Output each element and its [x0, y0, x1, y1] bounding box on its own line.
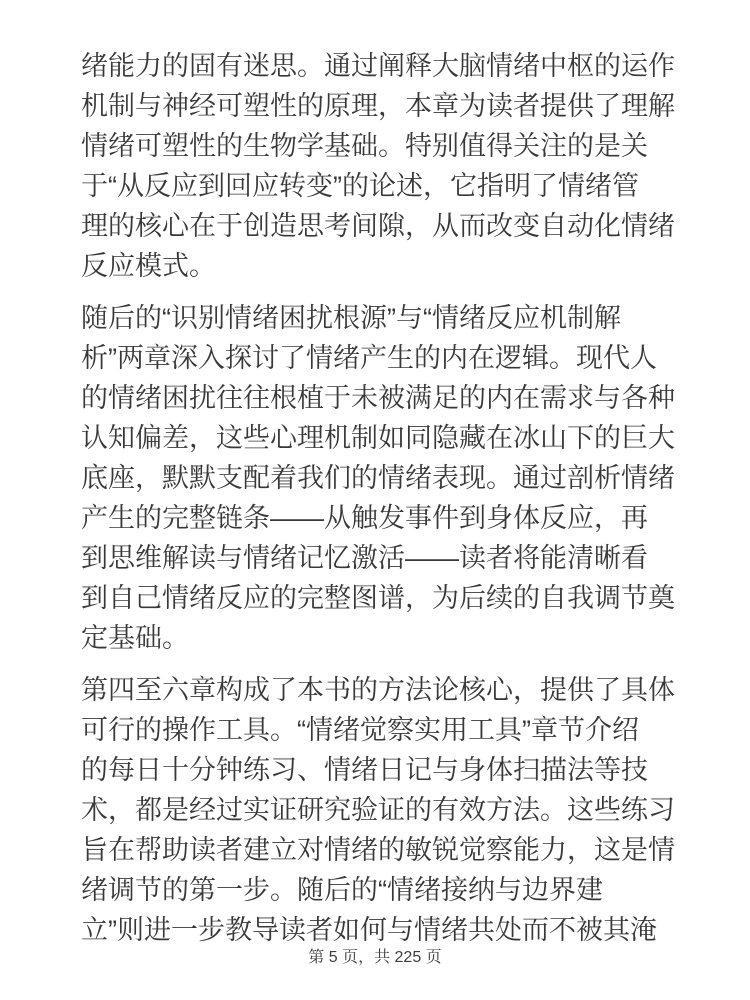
text-line: 绪能力的固有迷思。通过阐释大脑情绪中枢的运作 — [81, 51, 675, 81]
text-line: 的情绪困扰往往根植于未被满足的内在需求与各种 — [81, 383, 675, 413]
text-line: 立”则进一步教导读者如何与情绪共处而不被其淹 — [81, 915, 657, 945]
text-line: 底座，默默支配着我们的情绪表现。通过剖析情绪 — [81, 463, 675, 493]
text-line: 到思维解读与情绪记忆激活——读者将能清晰看 — [81, 543, 648, 573]
text-line: 机制与神经可塑性的原理，本章为读者提供了理解 — [81, 91, 675, 121]
document-body — [81, 46, 721, 962]
text-line: 于“从反应到回应转变”的论述，它指明了情绪管 — [81, 171, 639, 201]
text-line: 绪调节的第一步。随后的“情绪接纳与边界建 — [81, 875, 603, 905]
text-line: 认知偏差，这些心理机制如同隐藏在冰山下的巨大 — [81, 423, 675, 453]
paragraph — [81, 46, 721, 286]
text-line: 第四至六章构成了本书的方法论核心，提供了具体 — [81, 675, 675, 705]
text-line: 定基础。 — [81, 623, 189, 653]
text-line: 情绪可塑性的生物学基础。特别值得关注的是关 — [81, 131, 648, 161]
paragraph — [81, 298, 721, 658]
text-line: 可行的操作工具。“情绪觉察实用工具”章节介绍 — [81, 715, 639, 745]
text-line: 产生的完整链条——从触发事件到身体反应，再 — [81, 503, 648, 533]
text-line: 析”两章深入探讨了情绪产生的内在逻辑。现代人 — [81, 343, 657, 373]
text-line: 术，都是经过实证研究验证的有效方法。这些练习 — [81, 795, 675, 825]
text-line: 到自己情绪反应的完整图谱，为后续的自我调节奠 — [81, 583, 675, 613]
paragraph — [81, 670, 721, 950]
text-line: 旨在帮助读者建立对情绪的敏锐觉察能力，这是情 — [81, 835, 675, 865]
text-line: 反应模式。 — [81, 251, 216, 281]
page-number-footer: 第 5 页，共 225 页 — [308, 949, 442, 966]
text-line: 随后的“识别情绪困扰根源”与“情绪反应机制解 — [81, 303, 621, 333]
text-line: 的每日十分钟练习、情绪日记与身体扫描法等技 — [81, 755, 648, 785]
text-line: 理的核心在于创造思考间隙，从而改变自动化情绪 — [81, 211, 675, 241]
